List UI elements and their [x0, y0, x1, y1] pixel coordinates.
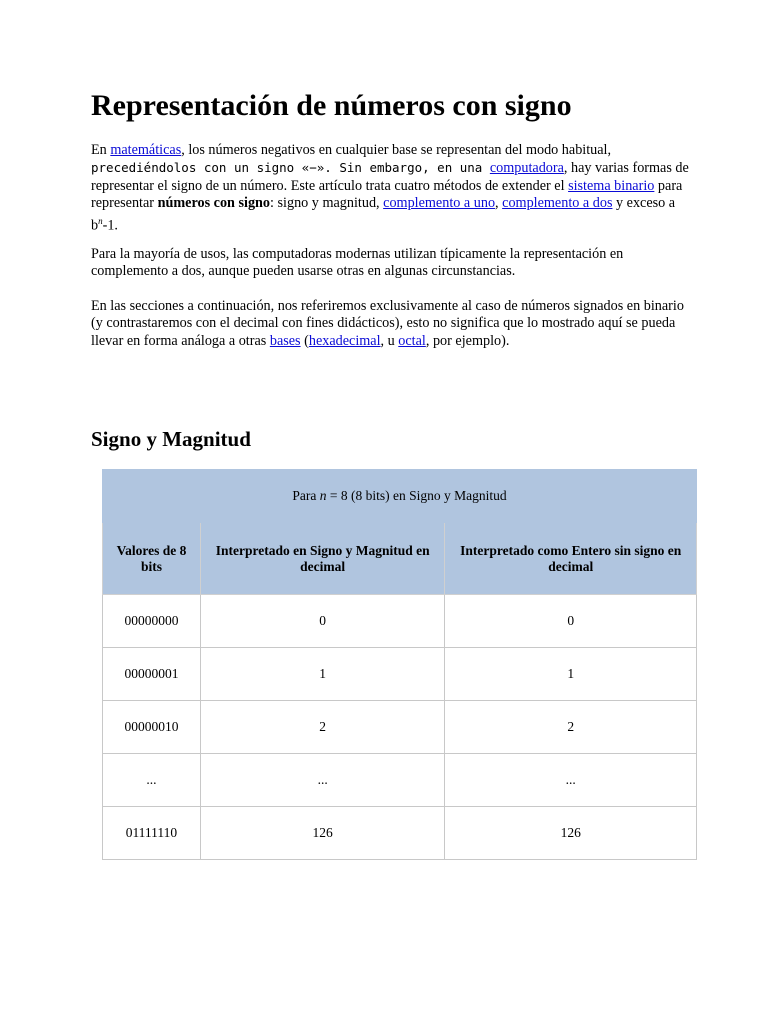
link-octal[interactable]: octal — [398, 332, 426, 349]
table-cell: 01111110 — [103, 807, 201, 860]
table-cell: 126 — [445, 807, 697, 860]
table-cell: ... — [103, 754, 201, 807]
table-cell: 2 — [445, 701, 697, 754]
text: , — [495, 195, 503, 212]
table-caption-row — [103, 470, 697, 523]
text: , u — [380, 332, 399, 349]
page-title: Representación de números con signo — [91, 89, 572, 122]
table-header-row — [103, 523, 697, 595]
table-cell: 00000010 — [103, 701, 201, 754]
table-cell: 0 — [200, 595, 445, 648]
text: , los números negativos en cualquier base se representan del modo habitual, — [181, 142, 612, 158]
caption-text: Para — [292, 488, 320, 503]
link-complemento-a-dos[interactable]: complemento a dos — [502, 195, 613, 212]
sign-magnitude-table — [102, 469, 697, 860]
caption-variable: n — [319, 488, 327, 503]
section-heading: Signo y Magnitud — [91, 427, 251, 451]
table-row — [103, 754, 697, 807]
intro-paragraph — [91, 142, 691, 235]
bold-text: números con signo — [157, 195, 271, 212]
link-computadora[interactable]: computadora — [489, 160, 564, 177]
text: , por ejemplo). — [425, 332, 510, 349]
text: , hay varias formas de representar el signo de un número. Este artículo trata cuatro métodos de extender el — [91, 160, 689, 194]
table-row — [103, 701, 697, 754]
text: y exceso a b — [91, 195, 676, 234]
table-cell: 00000001 — [103, 648, 201, 701]
superscript: n — [98, 215, 103, 226]
column-header: Interpretado en Signo y Magnitud en decimal — [200, 523, 445, 595]
table-row — [103, 648, 697, 701]
third-paragraph — [91, 298, 691, 350]
table-caption — [103, 470, 697, 523]
text: : signo y magnitud, — [270, 195, 384, 212]
link-matematicas[interactable]: matemáticas — [110, 142, 182, 158]
text: En las secciones a continuación, nos referiremos exclusivamente al caso de números signados en binario (y contrastaremos con el decimal con fines didácticos), esto no significa que lo mostrado aquí se pueda llevar en forma análoga a otras — [91, 298, 684, 349]
text: para representar — [91, 177, 683, 212]
table-cell: 0 — [445, 595, 697, 648]
text: ( — [300, 332, 309, 349]
table-cell: 00000000 — [103, 595, 201, 648]
link-hexadecimal[interactable]: hexadecimal — [308, 332, 381, 349]
link-complemento-a-uno[interactable]: complemento a uno — [383, 195, 496, 212]
link-sistema-binario[interactable]: sistema binario — [568, 177, 655, 194]
column-header: Valores de 8 bits — [103, 523, 201, 595]
table-cell: 126 — [200, 807, 445, 860]
column-header: Interpretado como Entero sin signo en decimal — [445, 523, 697, 595]
table-cell: 2 — [200, 701, 445, 754]
link-bases[interactable]: bases — [269, 332, 301, 349]
table-cell: 1 — [445, 648, 697, 701]
table-cell: 1 — [200, 648, 445, 701]
text: -1. — [102, 217, 118, 234]
table-cell: ... — [200, 754, 445, 807]
mono-text: precediéndolos con un signo «−». Sin embargo, en una — [91, 160, 490, 176]
table-cell: ... — [445, 754, 697, 807]
caption-text: = 8 (8 bits) en Signo y Magnitud — [326, 488, 507, 503]
second-paragraph: Para la mayoría de usos, las computadoras modernas utilizan típicamente la representación en complemento a dos, aunque pueden usarse otras en algunas circunstancias. — [91, 246, 624, 280]
table-row — [103, 807, 697, 860]
text: En — [91, 142, 111, 158]
table-row — [103, 595, 697, 648]
